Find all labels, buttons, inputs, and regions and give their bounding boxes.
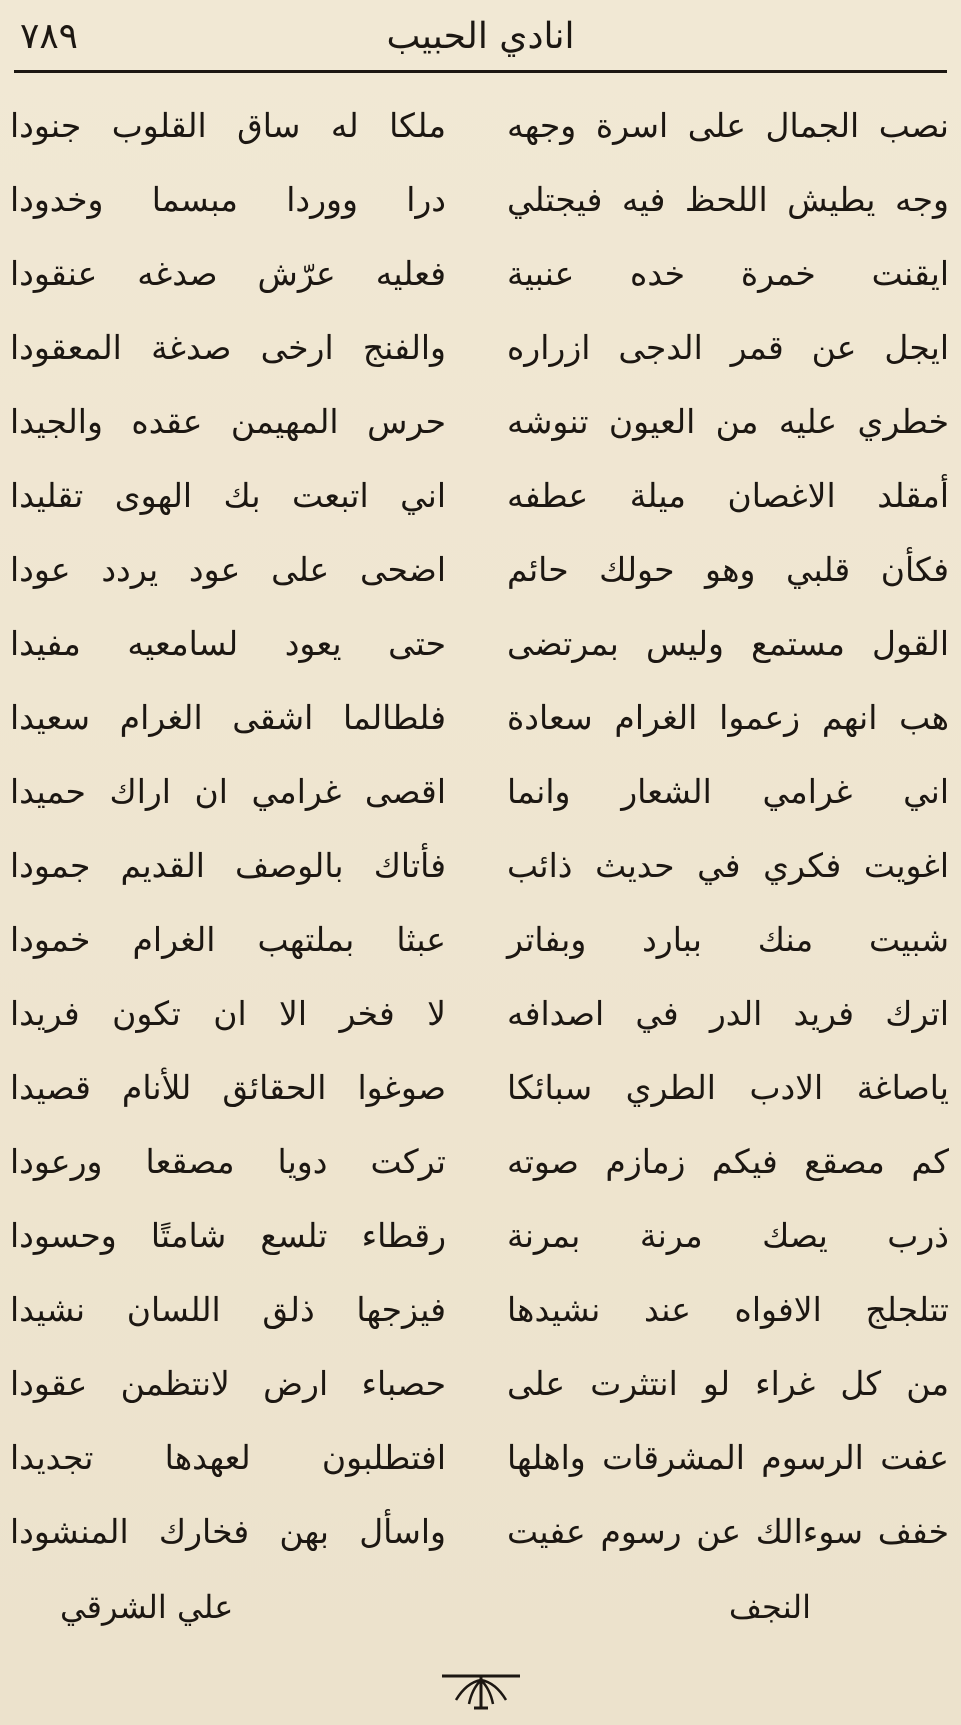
second-hemistich: حصباء ارض لانتظمن عقودا <box>10 1364 446 1403</box>
second-hemistich: فأتاك بالوصف القديم جمودا <box>10 846 446 885</box>
page-header <box>0 10 961 70</box>
second-hemistich: اقصى غرامي ان اراك حميدا <box>10 772 446 811</box>
verse <box>0 758 961 826</box>
first-hemistich: القول مستمع وليس بمرتضى <box>507 624 949 663</box>
verse <box>0 92 961 160</box>
signature-place: النجف <box>728 1588 811 1626</box>
first-hemistich: شبيت منك ببارد وبفاتر <box>507 920 949 959</box>
verse <box>0 240 961 308</box>
first-hemistich: وجه يطيش اللحظ فيه فيجتلي <box>507 180 949 219</box>
first-hemistich: أمقلد الاغصان ميلة عطفه <box>507 476 949 515</box>
verse <box>0 166 961 234</box>
second-hemistich: رقطاء تلسع شامتًا وحسودا <box>10 1216 446 1255</box>
verse <box>0 388 961 456</box>
verse <box>0 1350 961 1418</box>
verse <box>0 1128 961 1196</box>
second-hemistich: اضحى على عود يردد عودا <box>10 550 446 589</box>
second-hemistich: اني اتبعت بك الهوى تقليدا <box>10 476 446 515</box>
second-hemistich: حتى يعود لسامعيه مفيدا <box>10 624 446 663</box>
second-hemistich: افتطلبون لعهدها تجديدا <box>10 1438 446 1477</box>
first-hemistich: هب انهم زعموا الغرام سعادة <box>507 698 949 737</box>
verse <box>0 1054 961 1122</box>
verse <box>0 1498 961 1566</box>
second-hemistich: عبثا بملتهب الغرام خمودا <box>10 920 446 959</box>
page-number: ٧٨٩ <box>20 16 79 57</box>
first-hemistich: فكأن قلبي وهو حولك حائم <box>507 550 949 589</box>
first-hemistich: اني غرامي الشعار وانما <box>507 772 949 811</box>
second-hemistich: والفنج ارخى صدغة المعقودا <box>10 328 446 367</box>
verse <box>0 980 961 1048</box>
second-hemistich: تركت دويا مصقعا ورعودا <box>10 1142 446 1181</box>
verse <box>0 610 961 678</box>
second-hemistich: فعليه عرّش صدغه عنقودا <box>10 254 446 293</box>
first-hemistich: تتلجلج الافواه عند نشيدها <box>507 1290 949 1329</box>
verse <box>0 684 961 752</box>
second-hemistich: لا فخر الا ان تكون فريدا <box>10 994 446 1033</box>
first-hemistich: ايجل عن قمر الدجى ازراره <box>507 328 949 367</box>
first-hemistich: اغويت فكري في حديث ذائب <box>507 846 949 885</box>
verse <box>0 832 961 900</box>
first-hemistich: ايقنت خمرة خده عنبية <box>507 254 949 293</box>
second-hemistich: درا ووردا مبسما وخدودا <box>10 180 446 219</box>
verse <box>0 314 961 382</box>
poem <box>0 92 961 1572</box>
second-hemistich: فلطالما اشقى الغرام سعيدا <box>10 698 446 737</box>
fleuron-ornament-icon <box>440 1668 522 1712</box>
first-hemistich: كم مصقع فيكم زمازم صوته <box>507 1142 949 1181</box>
verse <box>0 1202 961 1270</box>
header-rule <box>14 70 947 73</box>
second-hemistich: صوغوا الحقائق للأنام قصيدا <box>10 1068 446 1107</box>
first-hemistich: نصب الجمال على اسرة وجهه <box>507 106 949 145</box>
first-hemistich: ياصاغة الادب الطري سبائكا <box>507 1068 949 1107</box>
second-hemistich: ملكا له ساق القلوب جنودا <box>10 106 446 145</box>
signature-author: علي الشرقي <box>60 1588 234 1626</box>
verse <box>0 462 961 530</box>
first-hemistich: خفف سوءالك عن رسوم عفيت <box>507 1512 949 1551</box>
first-hemistich: عفت الرسوم المشرقات واهلها <box>507 1438 949 1477</box>
verse <box>0 536 961 604</box>
verse <box>0 1424 961 1492</box>
verse <box>0 1276 961 1344</box>
second-hemistich: واسأل بهن فخارك المنشودا <box>10 1512 446 1551</box>
first-hemistich: من كل غراء لو انتثرت على <box>507 1364 949 1403</box>
second-hemistich: حرس المهيمن عقده والجيدا <box>10 402 446 441</box>
running-title: انادي الحبيب <box>386 16 575 57</box>
second-hemistich: فيزجها ذلق اللسان نشيدا <box>10 1290 446 1329</box>
first-hemistich: خطري عليه من العيون تنوشه <box>507 402 949 441</box>
first-hemistich: ذرب يصك مرنة بمرنة <box>507 1216 949 1255</box>
first-hemistich: اترك فريد الدر في اصدافه <box>507 994 949 1033</box>
verse <box>0 906 961 974</box>
